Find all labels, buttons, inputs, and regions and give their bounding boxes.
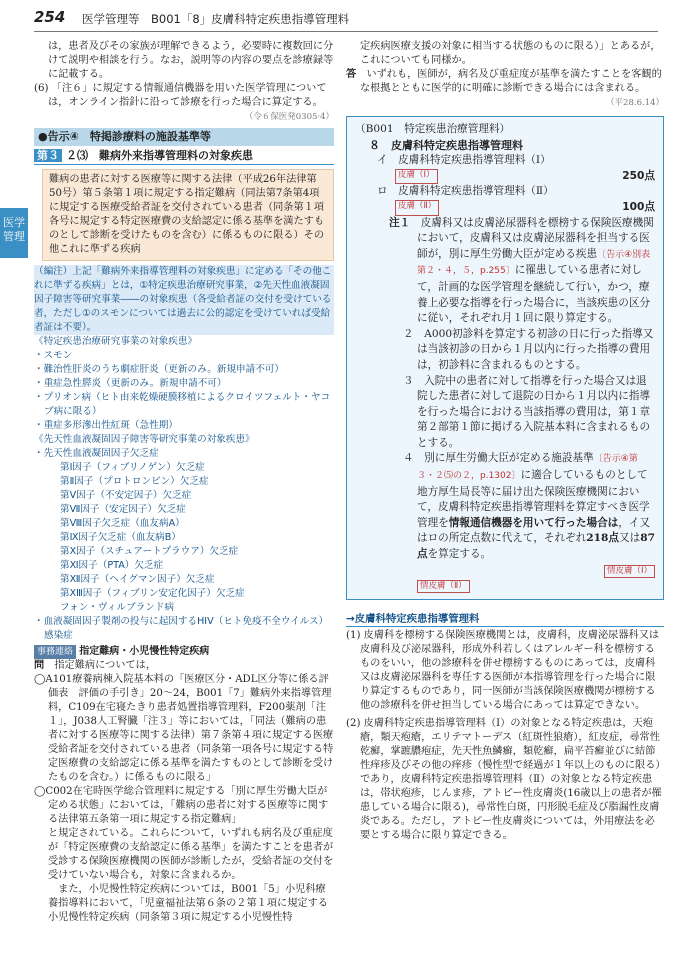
side-tab-label: 医学 管理 (3, 216, 25, 243)
info-tag-1-row (355, 563, 655, 579)
note-4-bold: 情報通信機器を用いて行った場合は (448, 516, 619, 529)
fee-i-tag: 皮膚（Ⅰ） (395, 169, 438, 185)
list1 (34, 349, 334, 433)
jimu-heading (34, 645, 334, 659)
left-column (34, 40, 334, 925)
answer-text: いずれも，医師が，病名及び重症度が基準を満たすことを客観的な根拠とともに医学的に明確に診断できる場合には含まれる。 (360, 69, 662, 94)
note-4-points-2: 87点 (417, 532, 655, 561)
explanation-heading: →皮膚科特定疾患指導管理料 (346, 612, 664, 627)
fee-box (346, 116, 664, 600)
running-title: 医学管理等 B001「8」皮膚科特定疾患指導管理料 (82, 12, 350, 26)
note-4-text-a: ４ 別に厚生労働大臣が定める施設基準 (403, 452, 594, 465)
side-index-tab[interactable] (0, 208, 28, 258)
intro-paragraph: は，患者及びその家族が理解できるよう，必要時に複数回に分けて説明や相談を行う。なお，説明等の内容の要点を診療録等に記載する。 (48, 41, 334, 80)
question-text: 指定難病については， (54, 660, 157, 671)
note-4-end: を算定する。 (427, 548, 492, 561)
box-item-title: ８ 皮膚科特定疾患指導管理料 (369, 138, 523, 152)
list-item: ・重症急性膵炎（更新のみ。新規申請不可） (34, 378, 227, 389)
note-1-ref: 〔告示④別表第２・４，５，p.255〕 (417, 249, 651, 277)
answer-ref: （平28.6.14） (606, 98, 664, 108)
definition-text: 難病の患者に対する医療等に関する法律（平成26年法律第50号）第５条第１項に規定する指定難病（同法第7条第4項に規定する医療受給者証を交付されている患者（同条第１項各号に規定する特定医療費の支給認定に係る基準を満たすものとして診断を受けたものを含む）に係るものに限る）その他これに準ずる疾病 (49, 174, 325, 255)
list2-title: 《先天性血液凝固因子障害等研究事業の対象疾患》 (34, 434, 255, 445)
intro-item-6-ref: （令６保医発0305·4） (244, 112, 334, 122)
note-4 (355, 451, 655, 562)
note-1-head: 注１ (389, 216, 411, 229)
section-3-tag: 第３ (34, 149, 62, 162)
explanation-1: (1) 皮膚科を標榜する保険医療機関とは，皮膚科，皮膚泌尿器科又は皮膚科及び泌尿器科，形成外科若しくはアレルギー科を標榜するものをいい，他の診療科を併せ標榜するものにあっては，皮膚科又は皮膚泌尿器科を専任する医師が本指導管理を行った場合に限り算定するものであり，同一医師が当該保険医療機関が標榜する他の診療科を併せ担当している場合にあっては算定できない。 (346, 629, 660, 711)
info-tag-2-row (355, 578, 655, 594)
page-header (0, 0, 680, 34)
list-item: 第ⅩⅢ因子（フィブリン安定化因子）欠乏症 (60, 588, 245, 599)
list-item: ・重症多形滲出性紅斑（急性期） (34, 420, 178, 431)
list2 (34, 461, 334, 615)
jimu-title: 指定難病・小児慢性特定疾病 (79, 646, 210, 657)
list2-tail: ・血液凝固因子製剤の投与に起因するHIV（ヒト免疫不全ウイルス）感染症 (34, 616, 329, 641)
section-3-title: ２⑶ 難病外来指導管理料の対象疾患 (66, 149, 253, 162)
note-4-points-1: 218点 (586, 532, 620, 545)
note-3: ３ 入院中の患者に対して指導を行った場合又は退院した患者に対して退院の日から１月以内に指導を行った場合における当該指導の費用は，第１章第２部第１節に掲げる入院基本料に含まれるものとする。 (403, 374, 651, 449)
list-item: ・難治性肝炎のうち劇症肝炎（更新のみ。新規申請不可） (34, 364, 285, 375)
list2-head: ・先天性血液凝固因子欠乏症 (34, 448, 159, 459)
question-item: また，小児慢性特定疾病については，B001「5」小児科療養指導料において，「児童福祉法第６条の２第１項に規定する小児慢性特定疾病（同条第３項に規定する小児慢性特 (48, 884, 328, 923)
fee-ro-label: ロ 皮膚科特定疾患指導管理料（Ⅱ） (377, 185, 554, 198)
fee-ro-points: 100点 (622, 200, 655, 213)
list-item: ・スモン (34, 350, 73, 361)
fee-ro-row (355, 200, 655, 216)
definition-box (42, 169, 334, 261)
page-number: 254 (34, 8, 66, 26)
note-4-text-b: に適合しているものとして地方厚生局長等に届け出た保険医療機関において，皮膚科特定疾患指導管理料を算定すべき医学管理を (417, 469, 650, 529)
list1-title: 《特定疾患治療研究事業の対象疾患》 (34, 336, 198, 347)
note-1-text-b: に罹患している患者に対して，計画的な医学管理を継続して行い，かつ，療養上必要な指導を行った場合に，当該疾患の区分に従い，それぞれ月１回に限り算定する。 (417, 264, 651, 325)
header-rule (34, 31, 658, 32)
box-title: （B001 特定疾患治療管理料） (355, 123, 511, 135)
info-tag-2: 情皮膚（Ⅱ） (417, 580, 470, 593)
notice-heading: ●告示④ 特掲診療料の施設基準等 (34, 128, 334, 146)
explanation-2: (2) 皮膚科特定疾患指導管理料（Ⅰ）の対象となる特定疾患は，天疱瘡，類天疱瘡，エリテマトーデス（紅斑性狼瘡），紅皮症，尋常性乾癬，掌蹠膿疱症，先天性魚鱗癬，類乾癬，扁平苔癬並びに結節性痒疹及びその他の痒疹（慢性型で経過が１年以上のものに限る）であり，皮膚科特定疾患指導管理料（Ⅱ）の対象となる特定疾患は，帯状疱疹，じんま疹，アトピー性皮膚炎(16歳以上の患者が罹患している場合に限る)，尋常性白斑，円形脱毛症及び脂漏性皮膚炎である。ただし，アトピー性皮膚炎については，外用療法を必要とする場合に限り算定できる。 (346, 717, 662, 841)
note-2: ２ A000初診料を算定する初診の日に行った指導又は当該初診の日から１月以内に行った指導の費用は，初診料に含まれるものとする。 (403, 327, 654, 371)
note-4-mid: 又は (619, 532, 641, 545)
note-4-ref: 〔告示④第３・２⑸の２，p.1302〕 (417, 454, 638, 482)
note-1-text: 皮膚科又は皮膚泌尿器科を標榜する保険医療機関において，皮膚科又は皮膚泌尿器科を担当する医師が，別に厚生労働大臣が定める疾患 (417, 216, 654, 260)
right-column (346, 40, 664, 843)
list-item: フォン・ヴィルブランド病 (60, 602, 175, 613)
question (34, 659, 334, 673)
info-tag-1: 情皮膚（Ⅰ） (604, 565, 655, 578)
list-item: 第Ⅷ因子欠乏症（血友病A） (60, 518, 185, 529)
list-item: 第Ⅶ因子（安定因子）欠乏症 (60, 504, 186, 515)
question-item: ◯A101療養病棟入院基本料の「医療区分・ADL区分等に係る評価表 評価の手引き」20～24，B001「7」難病外来指導管理料，C109在宅寝たきり患者処置指導管理料，F200薬剤「注１」，J038人工腎臓「注３」等においては，「同法（難病の患者に対する医療等に関する法律）第７条第４項に規定する医療受給者証を交付されている患者（同条第一項各号に規定する特定医療費の支給認定に係る基準を満たすものとして診断を受けたものを含む。）に係るものに限る」 (34, 674, 334, 783)
fee-i-row (355, 169, 655, 185)
intro-item-6: (6) 「注６」に規定する情報通信機器を用いた医学管理については，オンライン指針に沿って診療を行った場合に算定する。 (34, 83, 327, 108)
question-label: 問 (34, 660, 45, 671)
editor-note: （編注）上記「難病外来指導管理料の対象疾患」に定める「その他これに準ずる疾病」とは，①特定疾患治療研究事業，②先天性血液凝固因子障害等研究事業――の対象疾患（各受給者証の交付を受けている者，ただし①のスモンについては過去に公的認定を受けていれば受給者証は不要）。 (34, 265, 334, 335)
list-item: 第Ⅸ因子欠乏症（血友病B） (60, 532, 181, 543)
question-item: ◯C002在宅時医学総合管理料に規定する「別に厚生労働大臣が定める状態」においては，「難病の患者に対する医療等に関する法律第五条第一項に規定する指定難病」 (34, 786, 329, 825)
fee-i-label: イ 皮膚科特定疾患指導管理料（Ⅰ） (377, 154, 551, 167)
answer-label: 答 (346, 69, 357, 80)
list-item: 第Ⅰ因子（フィブリノゲン）欠乏症 (60, 462, 205, 473)
question-item: と規定されている。これらについて，いずれも病名及び重症度が「特定医療費の支給認定に係る基準」を満たすことを患者が受診する保険医療機関の医師が診断したが，受給者証の交付を受けていない場合も，対象に含まれるか。 (48, 828, 334, 881)
section-3-heading (34, 149, 334, 165)
list-item: 第Ⅺ因子（PTA）欠乏症 (60, 560, 164, 571)
note-1 (355, 216, 655, 327)
answer (346, 68, 664, 96)
note-4-text-c: ，イ又はロの所定点数に代えて，それぞれ (417, 516, 651, 545)
list-item: 第Ⅻ因子（ヘイグマン因子）欠乏症 (60, 574, 215, 585)
jimu-label: 事務連絡 (34, 645, 76, 659)
fee-i-points: 250点 (622, 169, 655, 182)
question-continued: 定疾病医療支援の対象に相当する状態のものに限る）」とあるが，これについても同様か。 (360, 41, 661, 66)
list-item: 第Ⅴ因子（不安定因子）欠乏症 (60, 490, 192, 501)
list-item: ・プリオン病（ヒト由来乾燥硬膜移植によるクロイツフェルト・ヤコブ病に限る） (34, 392, 331, 417)
list-item: 第Ⅹ因子（スチュアートプラウア）欠乏症 (60, 546, 239, 557)
fee-ro-tag: 皮膚（Ⅱ） (395, 200, 439, 216)
list-item: 第Ⅱ因子（プロトロンビン）欠乏症 (60, 476, 209, 487)
